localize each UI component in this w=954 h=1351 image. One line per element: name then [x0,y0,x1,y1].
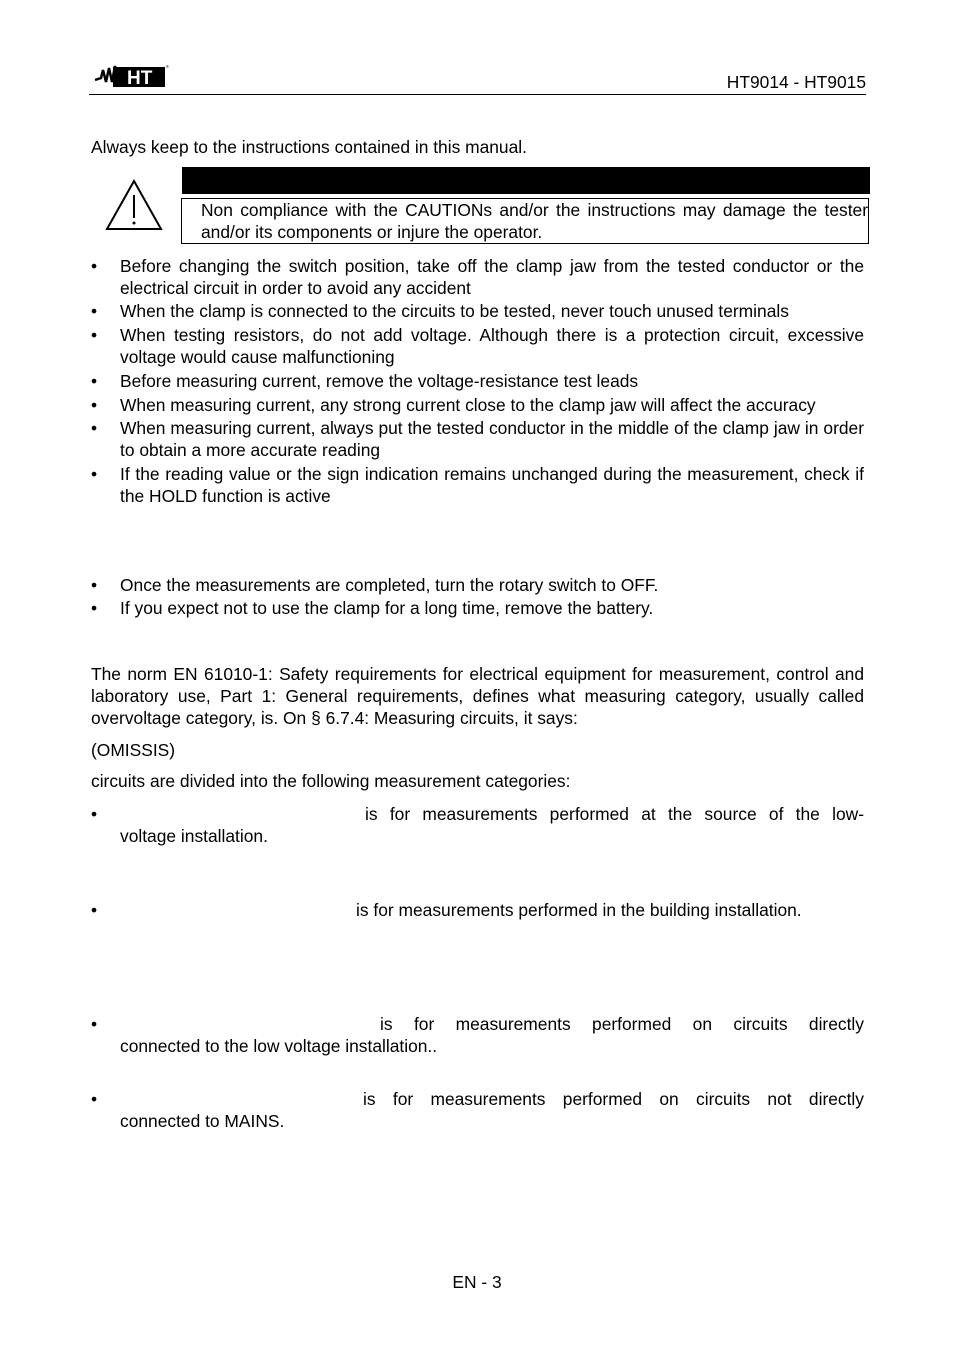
list-item: • Before measuring current, remove the voltage-resistance test leads [91,371,639,391]
norm-paragraph: The norm EN 61010-1: Safety requirements for electrical equipment for measurement, control and laboratory use, Part 1: General requirements, defines what measuring category, usually called overvoltage category, is. On § 6.7.4: Measuring circuits, it says: [91,664,864,728]
caution-text: Non compliance with the CAUTIONs and/or the instructions may damage the tester and/or its components or injure the operator. [181,198,869,244]
header-title: HT9014 - HT9015 [726,72,866,92]
caution-header-bar [182,167,870,194]
header-divider [89,94,866,95]
category-item: • is for measurements performed at the source of the low- voltage installation. [91,804,864,846]
svg-text:HT: HT [127,68,153,88]
after-use-list [91,574,864,619]
list-item: • When measuring current, any strong current close to the clamp jaw will affect the accuracy [91,395,816,415]
ht-logo [93,62,169,88]
list-item: • Before changing the switch position, take off the clamp jaw from the tested conductor or the electrical circuit in order to avoid any accident [91,256,864,298]
list-item: • When measuring current, always put the tested conductor in the middle of the clamp jaw in order to obtain a more accurate reading [91,418,864,460]
category-item: • is for measurements performed on circuits directly connected to the low voltage installation.. [91,1014,864,1056]
during-use-list [91,255,864,507]
page-number: EN - 3 [452,1272,502,1292]
warning-triangle-icon [104,178,164,232]
list-item: • When testing resistors, do not add voltage. Although there is a protection circuit, excessive voltage would cause malfunctioning [91,325,864,367]
circuits-intro: circuits are divided into the following measurement categories: [91,771,571,791]
intro-text: Always keep to the instructions contained in this manual. [91,137,527,157]
list-item: • Once the measurements are completed, turn the rotary switch to OFF. [91,575,659,595]
omissis-text: (OMISSIS) [91,740,176,760]
category-item: • is for measurements performed on circuits not directly connected to MAINS. [91,1089,864,1131]
list-item: • If the reading value or the sign indication remains unchanged during the measurement, check if the HOLD function is active [91,464,864,506]
list-item: • If you expect not to use the clamp for a long time, remove the battery. [91,598,654,618]
svg-text:®: ® [166,64,169,69]
list-item: • When the clamp is connected to the circuits to be tested, never touch unused terminals [91,301,789,321]
category-item: • is for measurements performed in the building installation. [91,900,802,920]
